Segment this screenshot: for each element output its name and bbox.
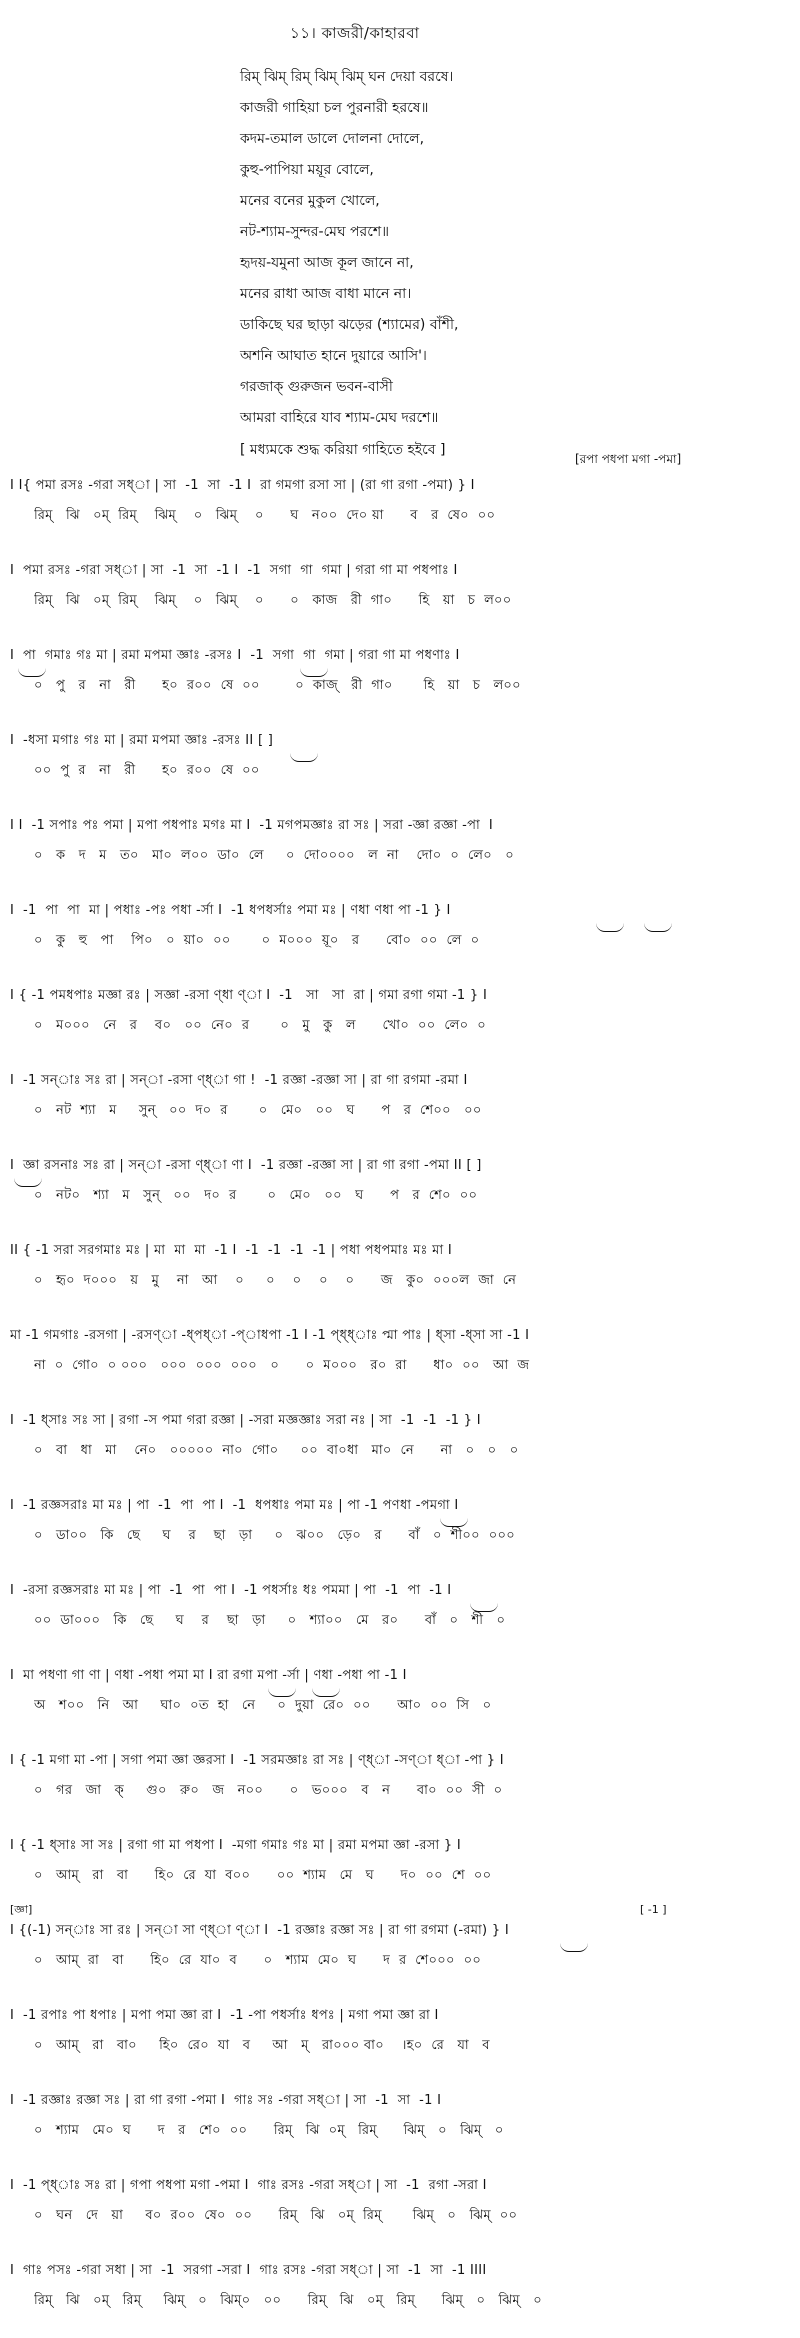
lyric-line: মনের বনের মুকুল খোলে, (240, 193, 380, 209)
lyric-line: গরজাক্ গুরুজন ভবন-বাসী (240, 379, 393, 395)
swara-line: I -1 ধ্সাঃ সঃ সা | রগা -স পমা গরা রজ্ঞা | -সরা মজ্ঞজ্ঞাঃ সরা নঃ | সা -1 -1 -1 } I (10, 1413, 481, 1428)
bani-line: রিম্ ঝি ০ম্ রিম্ ঝিম্ ০ ঝিম্০ ০০ রিম্ ঝি ০ম্ রিম্ ঝিম্ ০ ঝিম্ ০ (34, 2293, 542, 2308)
lyric-line: মনের রাধা আজ বাধা মানে না। (240, 286, 412, 302)
bani-line: রিম্ ঝি ০ম্ রিম্ ঝিম্ ০ ঝিম্ ০ ০ কাজ রী গা০ হি য়া চ ল০০ (34, 593, 512, 608)
notation-block (0, 1658, 800, 1743)
lyric-line: কুহু-পাপিয়া ময়ূর বোলে, (240, 162, 374, 178)
swara-line: I -1 পা পা মা | পধাঃ -পঃ পধা -র্সা I -1 ধপধর্সাঃ পমা মঃ | ণধা ণধা পা -1 } I (10, 903, 451, 918)
bani-line: ০ ঘন দে য়া ব০ র০০ ষে০ ০০ রিম্ ঝি ০ম্ রিম্ ঝিম্ ০ ঝিম্ ০০ (34, 2208, 518, 2223)
bani-line: ০ ম০০০ নে র ব০ ০০ নে০ র ০ মু কু ল খো০ ০০ লে০ ০ (34, 1018, 486, 1033)
bani-line: না ০ গো০ ০ ০০০ ০০০ ০০০ ০০০ ০ ০ ম০০০ র০ রা ধা০ ০০ আ জ (34, 1358, 530, 1373)
swara-line: I I{ পমা রসঃ -গরা সধ্া | সা -1 সা -1 I রা গমগা রসা সা | (রা গা রগা -পমা) } I (10, 478, 475, 493)
swara-line: মা -1 গমগাঃ -রসগা | -রসণ্া -ধ্পধ্া -প্াধপা -1 I -1 প্ধ্ধ্াঃ প্মা পাঃ | ধ্সা -ধ্সা সা -1 I (10, 1328, 530, 1343)
notation-block (0, 1148, 800, 1233)
bani-line: ০ বা ধা মা নে০ ০০০০০ না০ গো০ ০০ বা০ধা মা০ নে না ০ ০ ০ (34, 1443, 519, 1458)
notation-block (0, 2083, 800, 2168)
bani-line: ০ হৃ০ দ০০০ য় মু না আ ০ ০ ০ ০ ০ জ কু০ ০০০ল জা নে (34, 1273, 517, 1288)
notation-block (0, 1403, 800, 1488)
lyric-line: হৃদয়-যমুনা আজ কূল জানে না, (240, 255, 414, 271)
notation-block (0, 723, 800, 808)
bani-line: অ শ০০ নি আ ঘা০ ০ত হা নে ০ দুয়া রে০ ০০ আ০ ০০ সি ০ (34, 1698, 492, 1713)
bani-line: ০ আম্ রা বা০ হি০ রে০ যা ব আ ম্ রা০০০ বা০ ।হ০ রে যা ব (34, 2038, 490, 2053)
swara-line: I -1 রপাঃ পা ধপাঃ | মপা পমা জ্ঞা রা I -1 -পা পধর্সাঃ ধপঃ | মগা পমা জ্ঞা রা I (10, 2008, 439, 2023)
notation-block (0, 1903, 800, 1998)
bani-line: রিম্ ঝি ০ম্ রিম্ ঝিম্ ০ ঝিম্ ০ ঘ ন০০ দে০ য়া ব র ষে০ ০০ (34, 508, 496, 523)
bani-line: ০ শ্যাম মে০ ঘ দ র শে০ ০০ রিম্ ঝি ০ম্ রিম্ ঝিম্ ০ ঝিম্ ০ (34, 2123, 504, 2138)
notation-block (0, 1998, 800, 2083)
notation-block (0, 808, 800, 893)
swara-line: I I -1 সপাঃ পঃ পমা | মপা পধপাঃ মগঃ মা I -1 মগপমজ্ঞাঃ রা সঃ | সরা -জ্ঞা রজ্ঞা -পা I (10, 818, 494, 833)
bani-line: ০ পু র না রী হ০ র০০ ষে ০০ ০ কাজ্ রী গা০ হি য়া চ ল০০ (34, 678, 521, 693)
swara-line: I { -1 মগা মা -পা | সগা পমা জ্ঞা জ্ঞরসা I -1 সরমজ্ঞাঃ রা সঃ | ণ্ধ্া -সণ্া ধ্া -পা } I (10, 1753, 504, 1768)
bani-line: ০ গর জা ক্ গু০ রু০ জ ন০০ ০ ভ০০০ ব ন বা০ ০০ সী ০ (34, 1783, 503, 1798)
lyric-line: কদম-তমাল ডালে দোলনা দোলে, (240, 131, 425, 147)
swara-line: I { -1 পমধপাঃ মজ্ঞা রঃ | সজ্ঞা -রসা ণ্ধা ণ্া I -1 সা সা রা | গমা রগা গমা -1 } I (10, 988, 488, 1003)
notation-block (0, 1488, 800, 1573)
bani-line: ০ নট শ্যা ম সুন্ ০০ দ০ র ০ মে০ ০০ ঘ প র শে০০ ০০ (34, 1103, 482, 1118)
swara-line: I { -1 ধ্সাঃ সা সঃ | রগা গা মা পধপা I -মগা গমাঃ গঃ মা | রমা মপমা জ্ঞা -রসা } I (10, 1838, 462, 1853)
swara-line: II { -1 সরা সরগমাঃ মঃ | মা মা মা -1 I -1 -1 -1 -1 | পধা পধপমাঃ মঃ মা I (10, 1243, 453, 1258)
variation-mark: [জ্ঞা] (10, 1903, 33, 1916)
swara-line: I -1 সন্াঃ সঃ রা | সন্া -রসা ণ্ধ্া গা ! -1 রজ্ঞা -রজ্ঞা সা | রা গা রগমা -রমা I (10, 1073, 468, 1088)
notation-block (0, 2253, 800, 2338)
notation-block (0, 1743, 800, 1828)
bani-line: ০০ ডা০০০ কি ছে ঘ র ছা ড়া ০ শ্যা০০ মে র০ বাঁ ০ শী ০ (34, 1613, 506, 1628)
bani-line: ০০ পু র না রী হ০ র০০ ষে ০০ (34, 763, 260, 778)
notation-block (0, 638, 800, 723)
swara-line: I পা গমাঃ গঃ মা | রমা মপমা জ্ঞাঃ -রসঃ I -1 সগা গা গমা | গরা গা মা পধণাঃ I (10, 648, 460, 663)
notation-block (0, 1233, 800, 1318)
swara-line: I জ্ঞা রসনাঃ সঃ রা | সন্া -রসা ণ্ধ্া ণা I -1 রজ্ঞা -রজ্ঞা সা | রা গা রগা -পমা II [ ] (10, 1158, 482, 1173)
song-title: ১১। কাজরী/কাহারবা (290, 24, 420, 42)
notation-block (0, 1063, 800, 1148)
lyric-line: আমরা বাহিরে যাব শ্যাম-মেঘ দরশে॥ (240, 410, 439, 426)
swara-line: I -রসা রজ্ঞসরাঃ মা মঃ | পা -1 পা পা I -1 পধর্সাঃ ধঃ পমমা | পা -1 পা -1 I (10, 1583, 452, 1598)
bani-line: ০ আম্ রা বা হি০ রে যা ব০০ ০০ শ্যাম মে ঘ দ০ ০০ শে ০০ (34, 1868, 492, 1883)
swara-line: I -ধসা মগাঃ গঃ মা | রমা মপমা জ্ঞাঃ -রসঃ II [ ] (10, 733, 274, 748)
swara-line: I {(-1) সন্াঃ সা রঃ | সন্া সা ণ্ধ্া ণ্া I -1 রজ্ঞাঃ রজ্ঞা সঃ | রা গা রগমা (-রমা) } I (10, 1923, 509, 1938)
bani-line: ০ নট০ শ্যা ম সুন্ ০০ দ০ র ০ মে০ ০০ ঘ প র শে০ ০০ (34, 1188, 478, 1203)
variation-note: [রপা পধপা মগা -পমা] (575, 452, 682, 466)
swara-line: I -1 প্ধ্াঃ সঃ রা | গপা পধপা মগা -পমা I গাঃ রসঃ -গরা সধ্া | সা -1 রগা -সরা I (10, 2178, 487, 2193)
instruction-note: [ মধ্যমকে শুদ্ধ করিয়া গাহিতে হইবে ] (240, 442, 446, 458)
notation-block (0, 1318, 800, 1403)
notation-section (0, 468, 800, 2338)
swara-line: I মা পধণা গা ণা | ণধা -পধা পমা মা I রা রগা মপা -র্সা | ণধা -পধা পা -1 I (10, 1668, 407, 1683)
swara-line: I গাঃ পসঃ -গরা সধা | সা -1 সরগা -সরা I গাঃ রসঃ -গরা সধ্া | সা -1 সা -1 IIII (10, 2263, 487, 2278)
notation-block (0, 978, 800, 1063)
lyric-line: অশনি আঘাত হানে দুয়ারে আসি'। (240, 348, 427, 364)
swara-line: I পমা রসঃ -গরা সধ্া | সা -1 সা -1 I -1 সগা গা গমা | গরা গা মা পধপাঃ I (10, 563, 458, 578)
lyric-line: রিম্ ঝিম্ রিম্ ঝিম্ ঝিম্ ঘন দেয়া বরষে। (240, 69, 454, 85)
notation-block (0, 1573, 800, 1658)
lyric-line: নট-শ্যাম-সুন্দর-মেঘ পরশে॥ (240, 224, 390, 240)
bani-line: ০ আম্ রা বা হি০ রে যা০ ব ০ শ্যাম মে০ ঘ দ র শে০০০ ০০ (34, 1953, 482, 1968)
bani-line: ০ ডা০০ কি ছে ঘ র ছা ড়া ০ ঝ০০ ড়ে০ র বাঁ ০ শী০০ ০০০ (34, 1528, 516, 1543)
notation-block (0, 2168, 800, 2253)
lyric-line: ডাকিছে ঘর ছাড়া ঝড়ের (শ্যামের) বাঁশী, (240, 317, 459, 333)
notation-block (0, 468, 800, 553)
variation-mark: [ -1 ] (640, 1903, 667, 1916)
swara-line: I -1 রজ্ঞাঃ রজ্ঞা সঃ | রা গা রগা -পমা I গাঃ সঃ -গরা সধ্া | সা -1 সা -1 I (10, 2093, 442, 2108)
lyric-line: কাজরী গাহিয়া চল পুরনারী হরষে॥ (240, 100, 429, 116)
bani-line: ০ ক দ ম ত০ মা০ ল০০ ডা০ লে ০ দো০০০০ ল না দো০ ০ লে০ ০ (34, 848, 515, 863)
notation-block (0, 1828, 800, 1913)
swara-line: I -1 রজ্ঞসরাঃ মা মঃ | পা -1 পা পা I -1 ধপধাঃ পমা মঃ | পা -1 পণধা -পমগা I (10, 1498, 459, 1513)
bani-line: ০ কু হু পা পি০ ০ য়া০ ০০ ০ ম০০০ য়ূ০ র বো০ ০০ লে ০ (34, 933, 480, 948)
notation-block (0, 553, 800, 638)
lyrics-block (240, 62, 720, 434)
notation-block (0, 893, 800, 978)
